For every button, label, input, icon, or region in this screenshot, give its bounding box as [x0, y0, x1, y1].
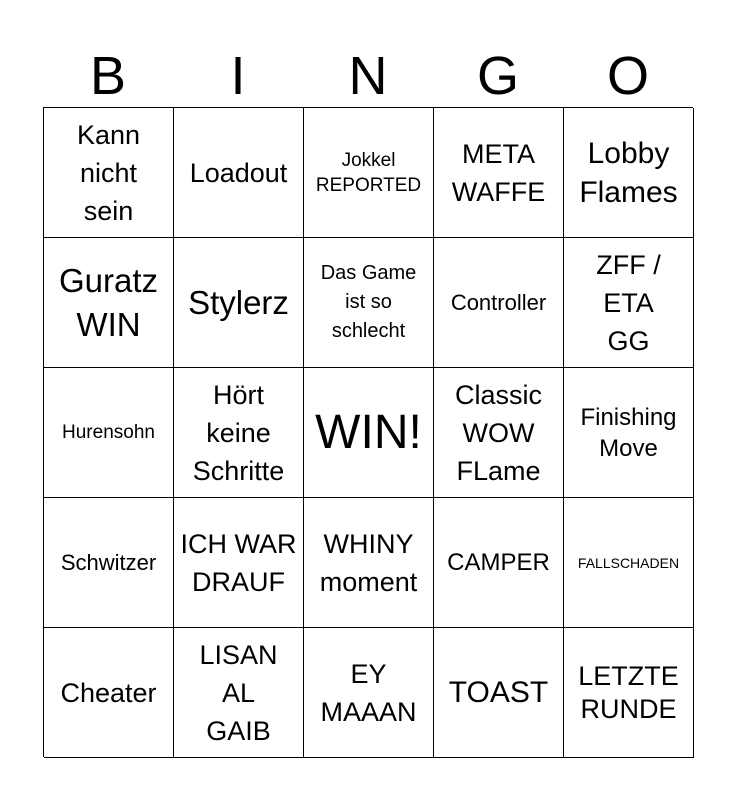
- bingo-cell-r5-c4[interactable]: [434, 628, 564, 758]
- bingo-cell-r3-c3[interactable]: [304, 368, 434, 498]
- cell-text: CAMPER: [447, 549, 550, 576]
- cell-text: Cheater: [60, 677, 157, 708]
- cell-text: LETZTE RUNDE: [578, 660, 679, 724]
- cell-text: Hurensohn: [62, 422, 155, 443]
- bingo-cell-r3-c5[interactable]: [564, 368, 694, 498]
- header-letter-g: G: [476, 46, 519, 106]
- bingo-cell-r4-c1[interactable]: [44, 498, 174, 628]
- bingo-cell-r1-c4[interactable]: [434, 108, 564, 238]
- bingo-grid: [43, 107, 693, 757]
- cell-text: ZFF / ETA GG: [596, 249, 661, 356]
- cell-text: Schwitzer: [60, 549, 157, 575]
- bingo-cell-r5-c2[interactable]: [174, 628, 304, 758]
- cell-text: Hört keine Schritte: [192, 379, 285, 486]
- cell-text: WHINY moment: [319, 528, 418, 597]
- cell-text: LISAN AL GAIB: [199, 639, 278, 746]
- header-letter-b: B: [89, 46, 127, 106]
- bingo-cell-r2-c2[interactable]: [174, 238, 304, 368]
- cell-text: Finishing Move: [580, 403, 677, 462]
- bingo-cell-r4-c3[interactable]: [304, 498, 434, 628]
- cell-text: Lobby Flames: [579, 136, 678, 209]
- header-letter-o: O: [606, 46, 649, 106]
- bingo-cell-r1-c2[interactable]: [174, 108, 304, 238]
- cell-text: Controller: [450, 289, 547, 315]
- header-letter-i: I: [230, 46, 246, 106]
- bingo-cell-r5-c1[interactable]: [44, 628, 174, 758]
- bingo-cell-r1-c1[interactable]: [44, 108, 174, 238]
- bingo-cell-r1-c3[interactable]: [304, 108, 434, 238]
- bingo-cell-r3-c1[interactable]: [44, 368, 174, 498]
- cell-text: FALLSCHADEN: [577, 554, 680, 571]
- bingo-cell-r4-c2[interactable]: [174, 498, 304, 628]
- bingo-cell-r3-c4[interactable]: [434, 368, 564, 498]
- cell-text: Kann nicht sein: [76, 119, 141, 226]
- bingo-cell-r4-c5[interactable]: [564, 498, 694, 628]
- cell-text: Loadout: [189, 157, 288, 188]
- cell-text-free-space: WIN!: [315, 405, 422, 459]
- cell-text: META WAFFE: [451, 138, 546, 207]
- header-letter-n: N: [348, 46, 388, 106]
- bingo-cell-r2-c1[interactable]: [44, 238, 174, 368]
- bingo-cell-r5-c5[interactable]: [564, 628, 694, 758]
- bingo-cell-r4-c4[interactable]: [434, 498, 564, 628]
- bingo-cell-r5-c3[interactable]: [304, 628, 434, 758]
- cell-text: TOAST: [448, 676, 549, 709]
- bingo-cell-r3-c2[interactable]: [174, 368, 304, 498]
- bingo-cell-r2-c4[interactable]: [434, 238, 564, 368]
- cell-text: Guratz WIN: [58, 261, 159, 343]
- bingo-cell-r1-c5[interactable]: [564, 108, 694, 238]
- bingo-cell-r2-c5[interactable]: [564, 238, 694, 368]
- cell-text: Classic WOW FLame: [454, 379, 542, 486]
- cell-text: Jokkel REPORTED: [315, 149, 422, 196]
- cell-text: Stylerz: [188, 283, 289, 321]
- cell-text: ICH WAR DRAUF: [180, 528, 297, 597]
- bingo-cell-r2-c3[interactable]: [304, 238, 434, 368]
- cell-text: Das Game ist so schlecht: [320, 262, 417, 342]
- bingo-header: [43, 44, 693, 108]
- cell-text: EY MAAAN: [320, 658, 417, 727]
